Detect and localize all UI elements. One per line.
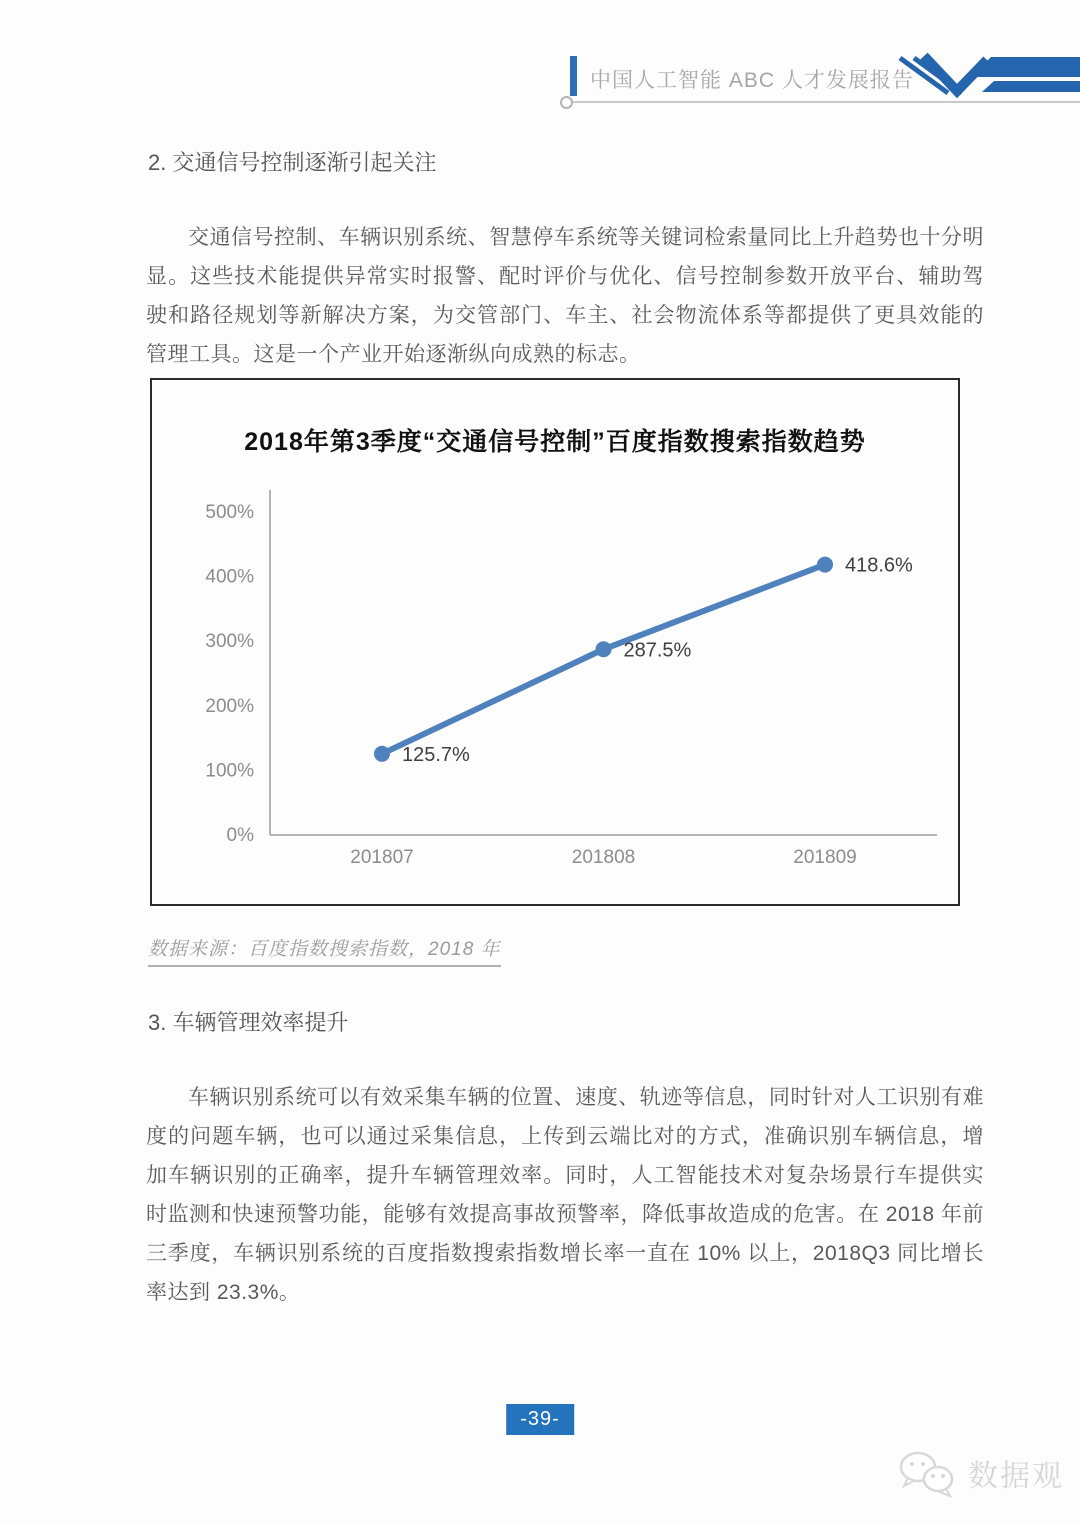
y-tick-label: 0%	[226, 825, 254, 846]
header-divider-dot	[560, 96, 573, 109]
report-logo-icon	[890, 46, 1080, 108]
page-number-badge: -39-	[506, 1404, 574, 1435]
chart-data-label: 418.6%	[845, 554, 913, 577]
chart-data-label: 125.7%	[402, 743, 470, 766]
header-accent-bar	[570, 56, 577, 96]
chart-data-point	[596, 641, 612, 657]
x-tick-label: 201808	[571, 847, 636, 868]
chart-series-line	[382, 565, 825, 754]
y-tick-label: 500%	[205, 502, 254, 523]
y-tick-label: 300%	[205, 631, 254, 653]
y-tick-label: 100%	[205, 760, 254, 782]
publisher-watermark	[896, 1448, 1064, 1498]
section-paragraph-3: 车辆识别系统可以有效采集车辆的位置、速度、轨迹等信息，同时针对人工识别有难度的问题车辆，也可以通过采集信息，上传到云端比对的方式，准确识别车辆信息，增加车辆识别的正确率，提升车辆管理效率。同时，人工智能技术对复杂场景行车提供实时监测和快速预警功能，能够有效提高事故预警率，降低事故造成的危害。在 2018 年前三季度，车辆识别系统的百度指数搜索指数增长率一直在 10% 以上，2018Q3 同比增长率达到 23.3%。	[146, 1086, 984, 1304]
x-tick-label: 201807	[350, 847, 414, 868]
chart-container	[150, 378, 960, 906]
section-heading-3: 3. 车辆管理效率提升	[148, 1010, 349, 1035]
section-paragraph-2: 交通信号控制、车辆识别系统、智慧停车系统等关键词检索量同比上升趋势也十分明显。这些技术能提供异常实时报警、配时评价与优化、信号控制参数开放平台、辅助驾驶和路径规划等新解决方案，为交管部门、车主、社会物流体系等都提供了更具效能的管理工具。这是一个产业开始逐渐纵向成熟的标志。	[146, 226, 984, 366]
x-tick-label: 201809	[793, 847, 857, 868]
chart-data-point	[374, 746, 390, 762]
wechat-icon	[896, 1448, 958, 1498]
y-tick-label: 400%	[205, 566, 254, 588]
section-heading-2: 2. 交通信号控制逐渐引起关注	[148, 150, 437, 175]
chart-source-note: 数据来源：百度指数搜索指数，2018 年	[148, 934, 501, 967]
report-title: 中国人工智能 ABC 人才发展报告	[590, 69, 914, 92]
watermark-label: 数据观	[968, 1460, 1064, 1493]
chart-data-label: 287.5%	[623, 639, 692, 662]
y-tick-label: 200%	[205, 695, 254, 717]
line-chart	[152, 380, 958, 904]
chart-title: 2018年第3季度“交通信号控制”百度指数搜索指数趋势	[244, 428, 866, 456]
chart-data-point	[817, 557, 833, 573]
